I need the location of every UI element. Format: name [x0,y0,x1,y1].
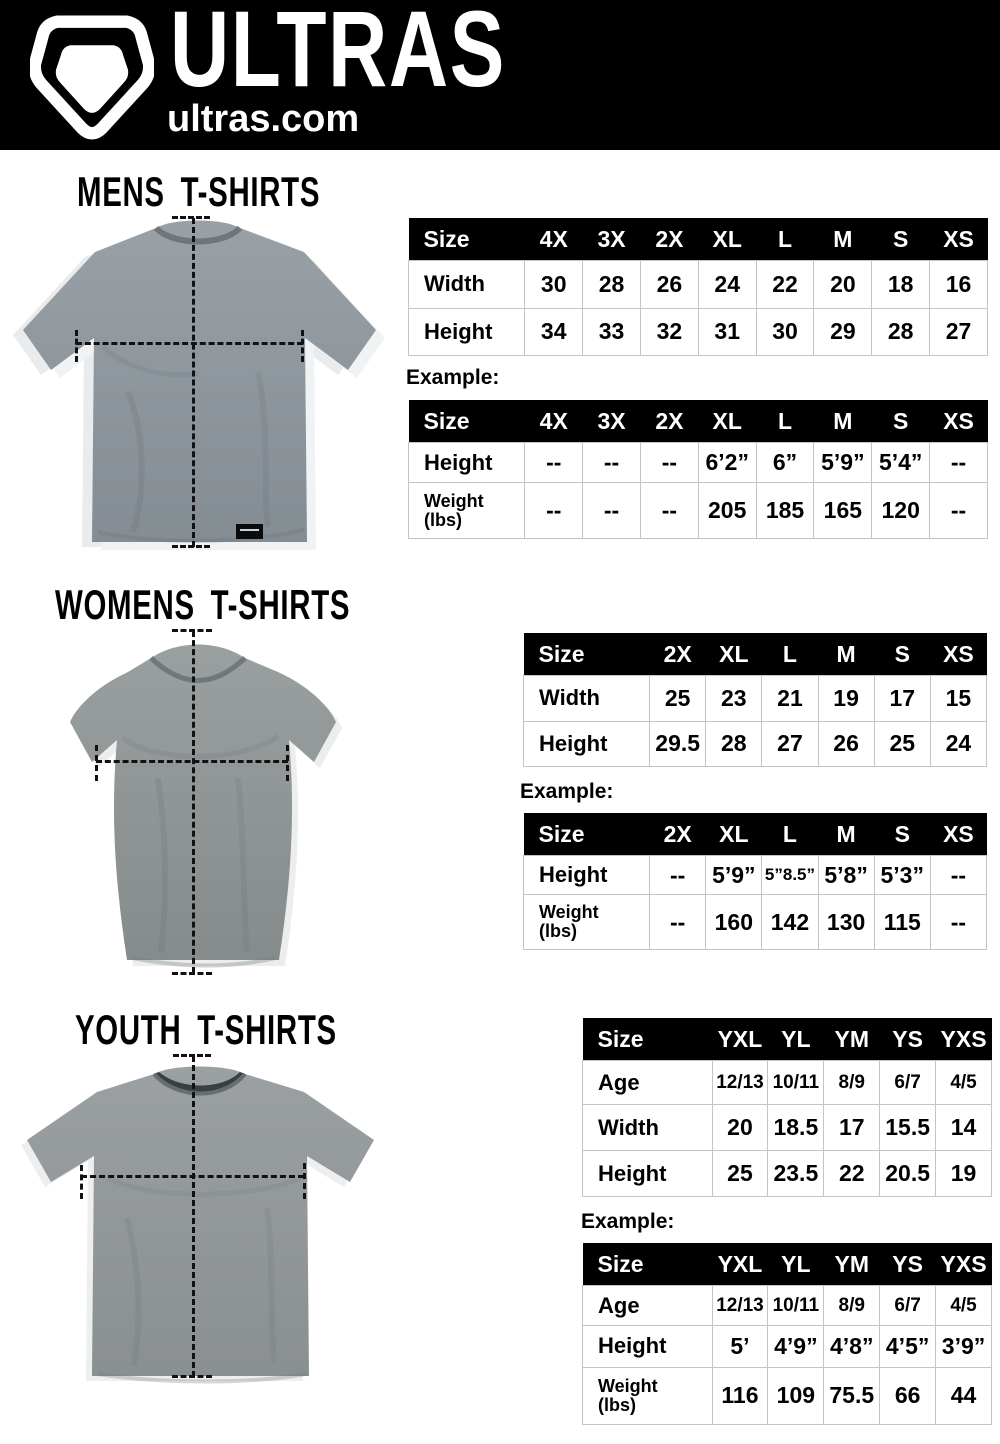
size-row-header: Size [583,1243,713,1286]
value-cell: -- [650,895,706,950]
value-cell: 28 [583,261,641,309]
site-url: ultras.com [167,98,360,140]
value-cell: 5’ [712,1326,768,1368]
size-col-header: YM [824,1243,880,1286]
size-col-header: 2X [640,218,698,261]
size-col-header: XL [706,633,762,676]
size-col-header: XS [930,218,988,261]
value-cell: 18.5 [768,1105,824,1151]
value-cell: -- [930,856,986,895]
value-cell: 24 [930,721,986,767]
size-col-header: M [814,218,872,261]
value-cell: 25 [874,721,930,767]
value-cell: 15 [930,676,986,722]
value-cell: 12/13 [712,1061,768,1105]
womens-height-top-tick [172,629,212,632]
value-cell: 4/5 [936,1286,992,1326]
size-col-header: S [874,633,930,676]
value-cell: -- [930,895,986,950]
value-cell: 4’5” [880,1326,936,1368]
value-cell: 16 [930,261,988,309]
value-cell: 6’2” [698,443,756,483]
value-cell: 120 [872,483,930,539]
row-label: Width [524,676,650,722]
size-col-header: M [818,813,874,856]
mens-height-measure-line [192,218,195,547]
value-cell: 26 [818,721,874,767]
value-cell: 30 [756,308,814,356]
value-cell: 4/5 [936,1061,992,1105]
row-label: Width [583,1105,713,1151]
size-col-header: YXL [712,1243,768,1286]
value-cell: 31 [698,308,756,356]
size-col-header: 2X [640,400,698,443]
value-cell: 3’9” [936,1326,992,1368]
womens-example-label: Example: [520,780,614,803]
value-cell: -- [525,483,583,539]
value-cell: 19 [818,676,874,722]
mens-size-table [408,218,988,356]
womens-width-left-tick [95,745,98,781]
size-col-header: YXS [936,1018,992,1061]
size-chart-table [408,400,988,539]
value-cell: 28 [706,721,762,767]
size-col-header: YL [768,1243,824,1286]
value-cell: 29.5 [650,721,706,767]
size-col-header: YS [880,1243,936,1286]
value-cell: 109 [768,1367,824,1424]
value-cell: 5’9” [814,443,872,483]
size-col-header: 4X [525,400,583,443]
youth-height-bottom-tick [172,1375,212,1378]
youth-example-table [582,1243,992,1425]
value-cell: 44 [936,1367,992,1424]
value-cell: 18 [872,261,930,309]
value-cell: 20 [814,261,872,309]
value-cell: -- [525,443,583,483]
value-cell: 27 [930,308,988,356]
size-col-header: YXL [712,1018,768,1061]
value-cell: 22 [824,1151,880,1197]
size-chart-table [523,633,987,767]
value-cell: 5’4” [872,443,930,483]
mens-example-table [408,400,988,539]
value-cell: 115 [874,895,930,950]
header-bar [0,0,1000,150]
row-label: Weight (lbs) [583,1367,713,1424]
size-col-header: YL [768,1018,824,1061]
mens-tshirt-image [8,212,388,552]
row-label: Height [524,856,650,895]
value-cell: 4’9” [768,1326,824,1368]
value-cell: 5”8.5” [762,856,818,895]
value-cell: 8/9 [824,1061,880,1105]
value-cell: 15.5 [880,1105,936,1151]
size-col-header: 2X [650,813,706,856]
size-col-header: L [756,218,814,261]
size-col-header: L [762,813,818,856]
value-cell: 10/11 [768,1061,824,1105]
womens-size-table [523,633,987,767]
size-row-header: Size [583,1018,713,1061]
value-cell: -- [640,483,698,539]
size-col-header: L [756,400,814,443]
value-cell: 29 [814,308,872,356]
row-label: Height [583,1151,713,1197]
value-cell: 27 [762,721,818,767]
youth-height-top-tick [173,1054,211,1057]
size-chart-table [523,813,987,950]
mens-section-title: MENS T-SHIRTS [77,168,321,215]
womens-width-right-tick [286,745,289,781]
row-label: Height [583,1326,713,1368]
size-row-header: Size [409,218,525,261]
value-cell: -- [930,443,988,483]
value-cell: 5’9” [706,856,762,895]
size-chart-table [408,218,988,356]
value-cell: 25 [650,676,706,722]
size-col-header: S [872,218,930,261]
value-cell: 26 [640,261,698,309]
youth-width-measure-line [81,1175,304,1178]
value-cell: 205 [698,483,756,539]
value-cell: 20 [712,1105,768,1151]
size-col-header: 2X [650,633,706,676]
size-chart-table [582,1018,992,1197]
size-col-header: M [814,400,872,443]
size-row-header: Size [409,400,525,443]
value-cell: 23 [706,676,762,722]
mens-width-right-tick [301,330,304,362]
value-cell: 23.5 [768,1151,824,1197]
value-cell: 160 [706,895,762,950]
youth-example-label: Example: [581,1210,675,1233]
size-chart-table [582,1243,992,1425]
womens-section-title: WOMENS T-SHIRTS [55,581,351,628]
size-col-header: L [762,633,818,676]
value-cell: 116 [712,1367,768,1424]
size-col-header: 4X [525,218,583,261]
value-cell: -- [583,443,641,483]
size-col-header: S [872,400,930,443]
value-cell: -- [930,483,988,539]
size-col-header: YS [880,1018,936,1061]
value-cell: 32 [640,308,698,356]
size-col-header: XL [698,400,756,443]
value-cell: 4’8” [824,1326,880,1368]
value-cell: 165 [814,483,872,539]
value-cell: 21 [762,676,818,722]
mens-example-label: Example: [406,366,500,389]
value-cell: 6/7 [880,1061,936,1105]
mens-width-left-tick [75,330,78,362]
size-col-header: XS [930,813,986,856]
value-cell: 25 [712,1151,768,1197]
size-col-header: XS [930,633,986,676]
value-cell: 5’8” [818,856,874,895]
value-cell: 10/11 [768,1286,824,1326]
mens-height-top-tick [172,216,210,219]
value-cell: 17 [874,676,930,722]
row-label: Age [583,1061,713,1105]
mens-height-bottom-tick [172,545,210,548]
youth-section-title: YOUTH T-SHIRTS [75,1006,337,1053]
value-cell: 28 [872,308,930,356]
size-row-header: Size [524,633,650,676]
value-cell: 20.5 [880,1151,936,1197]
youth-width-right-tick [303,1163,306,1199]
value-cell: 6” [756,443,814,483]
womens-tshirt-image [33,628,363,983]
size-col-header: S [874,813,930,856]
row-label: Weight (lbs) [409,483,525,539]
value-cell: 75.5 [824,1367,880,1424]
womens-height-bottom-tick [172,972,212,975]
size-col-header: M [818,633,874,676]
row-label: Height [524,721,650,767]
value-cell: -- [640,443,698,483]
value-cell: 17 [824,1105,880,1151]
value-cell: 14 [936,1105,992,1151]
size-col-header: YM [824,1018,880,1061]
ultras-pentagon-logo-icon [30,6,154,144]
youth-height-measure-line [192,1056,195,1377]
row-label: Width [409,261,525,309]
size-col-header: XS [930,400,988,443]
value-cell: 185 [756,483,814,539]
row-label: Weight (lbs) [524,895,650,950]
size-col-header: XL [706,813,762,856]
row-label: Age [583,1286,713,1326]
value-cell: 24 [698,261,756,309]
youth-size-table [582,1018,992,1197]
value-cell: 22 [756,261,814,309]
size-col-header: YXS [936,1243,992,1286]
value-cell: 142 [762,895,818,950]
value-cell: 34 [525,308,583,356]
youth-width-left-tick [80,1165,83,1199]
size-col-header: 3X [583,218,641,261]
value-cell: -- [583,483,641,539]
value-cell: 8/9 [824,1286,880,1326]
value-cell: 5’3” [874,856,930,895]
value-cell: 66 [880,1367,936,1424]
mens-width-measure-line [76,342,303,345]
womens-width-measure-line [96,760,288,763]
hem-tag [236,524,263,539]
size-row-header: Size [524,813,650,856]
row-label: Height [409,308,525,356]
brand-title: ULTRAS [170,0,506,109]
value-cell: 12/13 [712,1286,768,1326]
size-col-header: 3X [583,400,641,443]
womens-example-table [523,813,987,950]
womens-height-measure-line [192,631,195,973]
value-cell: 30 [525,261,583,309]
value-cell: -- [650,856,706,895]
value-cell: 130 [818,895,874,950]
value-cell: 19 [936,1151,992,1197]
value-cell: 6/7 [880,1286,936,1326]
value-cell: 33 [583,308,641,356]
row-label: Height [409,443,525,483]
size-col-header: XL [698,218,756,261]
youth-tshirt-image [12,1058,387,1388]
